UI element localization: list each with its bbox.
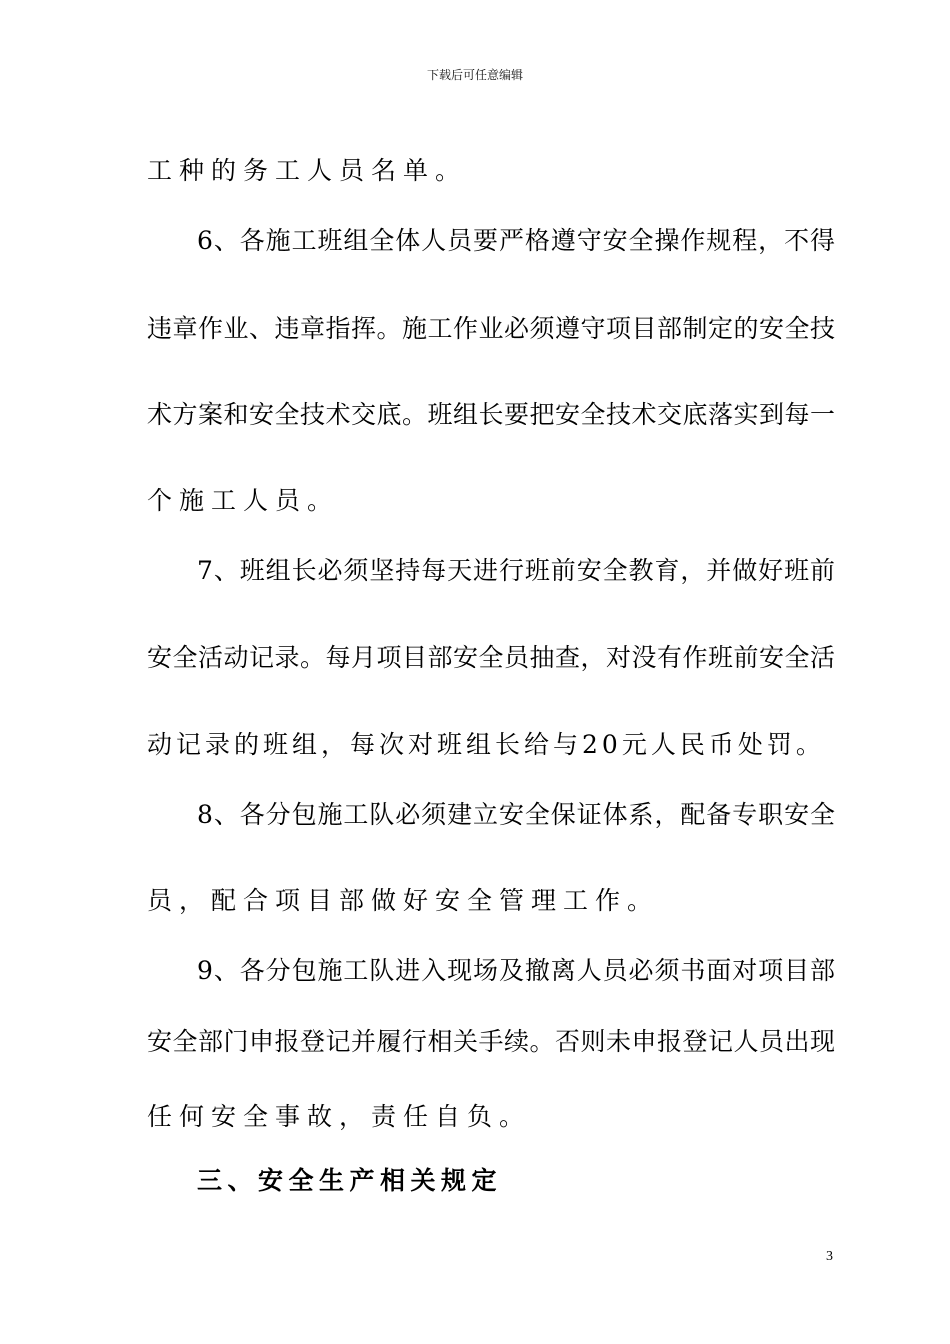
page-header: 下载后可任意编辑 — [426, 68, 523, 82]
page-number: 3 — [826, 1249, 833, 1264]
body-line: 动记录的班组，每次对班组长给与20元人民币处罚。 — [147, 730, 825, 759]
body-line: 8、各分包施工队必须建立安全保证体系，配备专职安全 — [197, 800, 835, 829]
body-line: 个施工人员。 — [147, 486, 340, 515]
body-line: 违章作业、违章指挥。施工作业必须遵守项目部制定的安全技 — [147, 314, 835, 343]
body-line: 9、各分包施工队进入现场及撤离人员必须书面对项目部 — [197, 956, 835, 985]
body-line: 任何安全事故，责任自负。 — [147, 1102, 532, 1131]
body-line: 工种的务工人员名单。 — [147, 156, 468, 185]
body-line: 术方案和安全技术交底。班组长要把安全技术交底落实到每一 — [147, 400, 835, 429]
section-heading: 三、安全生产相关规定 — [197, 1166, 503, 1195]
body-line: 安全部门申报登记并履行相关手续。否则未申报登记人员出现 — [147, 1027, 835, 1056]
body-line: 员，配合项目部做好安全管理工作。 — [147, 886, 660, 915]
body-line: 7、班组长必须坚持每天进行班前安全教育，并做好班前 — [197, 556, 835, 585]
body-line: 安全活动记录。每月项目部安全员抽查，对没有作班前安全活 — [147, 643, 835, 672]
body-line: 6、各施工班组全体人员要严格遵守安全操作规程，不得 — [197, 226, 835, 255]
